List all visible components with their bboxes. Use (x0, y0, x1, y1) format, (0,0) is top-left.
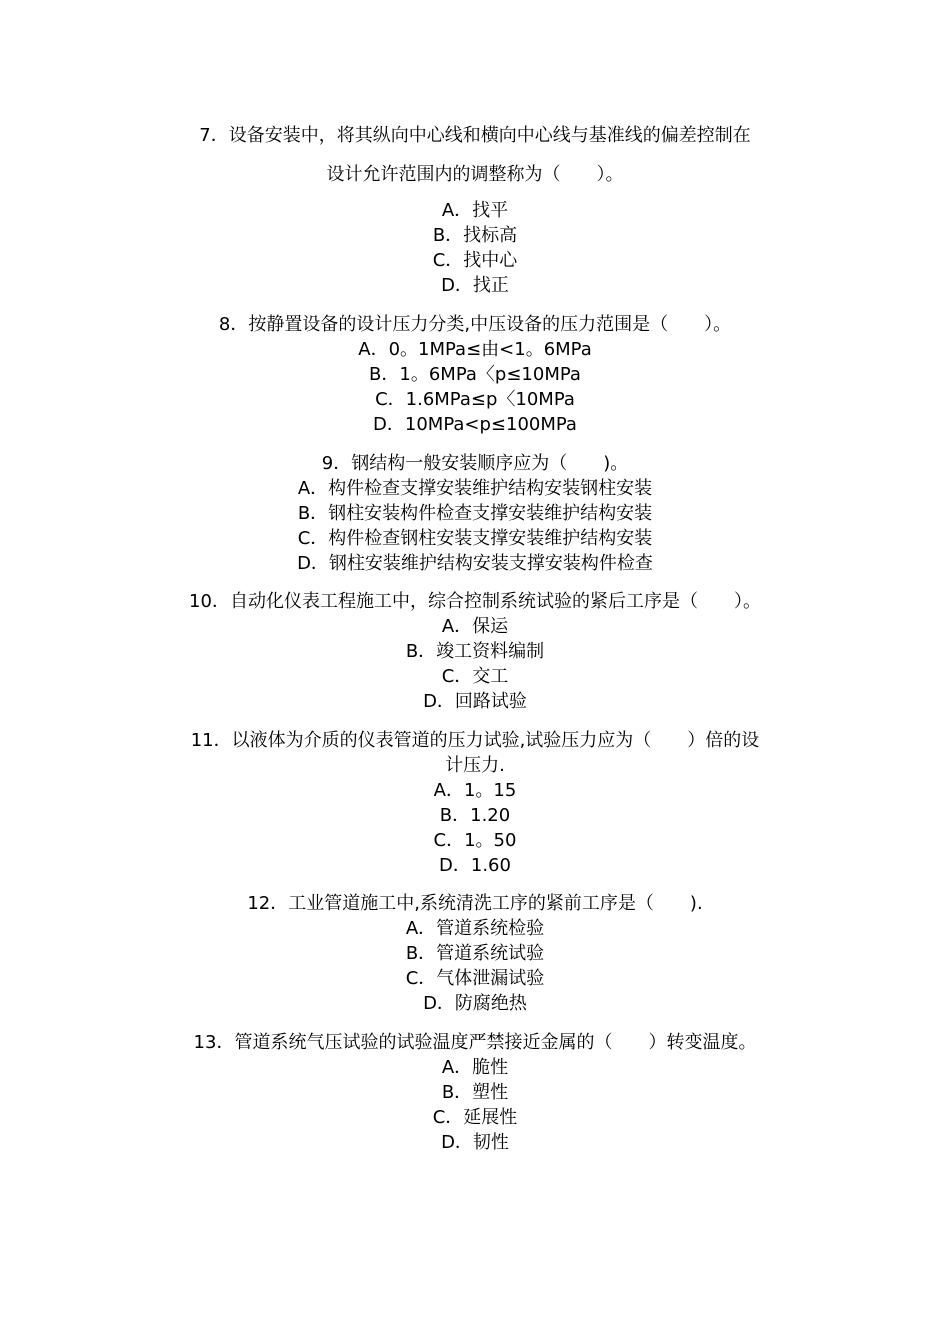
question-13-option-a: A．脆性 (441, 1057, 509, 1078)
question-11-option-a: A．1。15 (433, 780, 517, 801)
question-13-option-d: D．韧性 (441, 1132, 509, 1153)
question-13-text-line-1: 13．管道系统气压试验的试验温度严禁接近金属的（ ）转变温度。 (193, 1032, 757, 1053)
question-9-option-a: A．构件检查支撑安装维护结构安装钢柱安装 (297, 478, 653, 499)
question-12-option-a: A．管道系统检验 (405, 918, 545, 939)
question-9-text-line-1: 9．钢结构一般安装顺序应为（ )。 (321, 453, 629, 474)
question-12-option-d: D．防腐绝热 (423, 993, 527, 1014)
question-7-option-b: B．找标高 (432, 225, 518, 246)
question-7-option-d: D．找正 (441, 275, 509, 296)
question-7-option-c: C．找中心 (432, 250, 518, 271)
question-9-option-b: B．钢柱安装构件检查支撑安装维护结构安装 (297, 503, 653, 524)
question-12-text-line-1: 12．工业管道施工中,系统清洗工序的紧前工序是（ ). (247, 893, 703, 914)
question-9-option-d: D．钢柱安装维护结构安装支撑安装构件检查 (297, 553, 653, 574)
question-13-option-b: B．塑性 (441, 1082, 509, 1103)
question-8-option-b: B．1。6MPa〈p≤10MPa (369, 364, 581, 385)
question-12-option-b: B．管道系统试验 (405, 943, 545, 964)
question-10-option-a: A．保运 (441, 616, 509, 637)
question-10-text-line-1: 10．自动化仪表工程施工中，综合控制系统试验的紧后工序是（ ）。 (189, 591, 761, 612)
question-8-option-a: A．0。1MPa≤由<1。6MPa (358, 339, 592, 360)
question-9-option-c: C．构件检查钢柱安装支撑安装维护结构安装 (297, 528, 653, 549)
question-10-option-b: B．竣工资料编制 (405, 641, 545, 662)
question-11-option-d: D．1.60 (439, 855, 511, 876)
question-8-option-c: C．1.6MPa≤p〈10MPa (375, 389, 575, 410)
question-10-option-d: D．回路试验 (423, 691, 527, 712)
question-11-text-line-1: 11．以液体为介质的仪表管道的压力试验,试验压力应为（ ）倍的设 (190, 730, 760, 751)
question-7-text-line-1: 7．设备安装中，将其纵向中心线和横向中心线与基准线的偏差控制在 (199, 125, 751, 146)
question-8-text-line-1: 8．按静置设备的设计压力分类,中压设备的压力范围是（ ）。 (218, 314, 732, 335)
question-11-option-b: B．1.20 (439, 805, 511, 826)
question-11-option-c: C．1。50 (433, 830, 517, 851)
question-10-option-c: C．交工 (441, 666, 509, 687)
question-7-text-line-2: 设计允许范围内的调整称为（ ）。 (326, 164, 624, 185)
question-11-text-line-2: 计压力. (445, 755, 505, 776)
question-7-option-a: A．找平 (441, 200, 509, 221)
question-13-option-c: C．延展性 (432, 1107, 518, 1128)
question-8-option-d: D．10MPa<p≤100MPa (373, 414, 577, 435)
question-12-option-c: C．气体泄漏试验 (405, 968, 545, 989)
